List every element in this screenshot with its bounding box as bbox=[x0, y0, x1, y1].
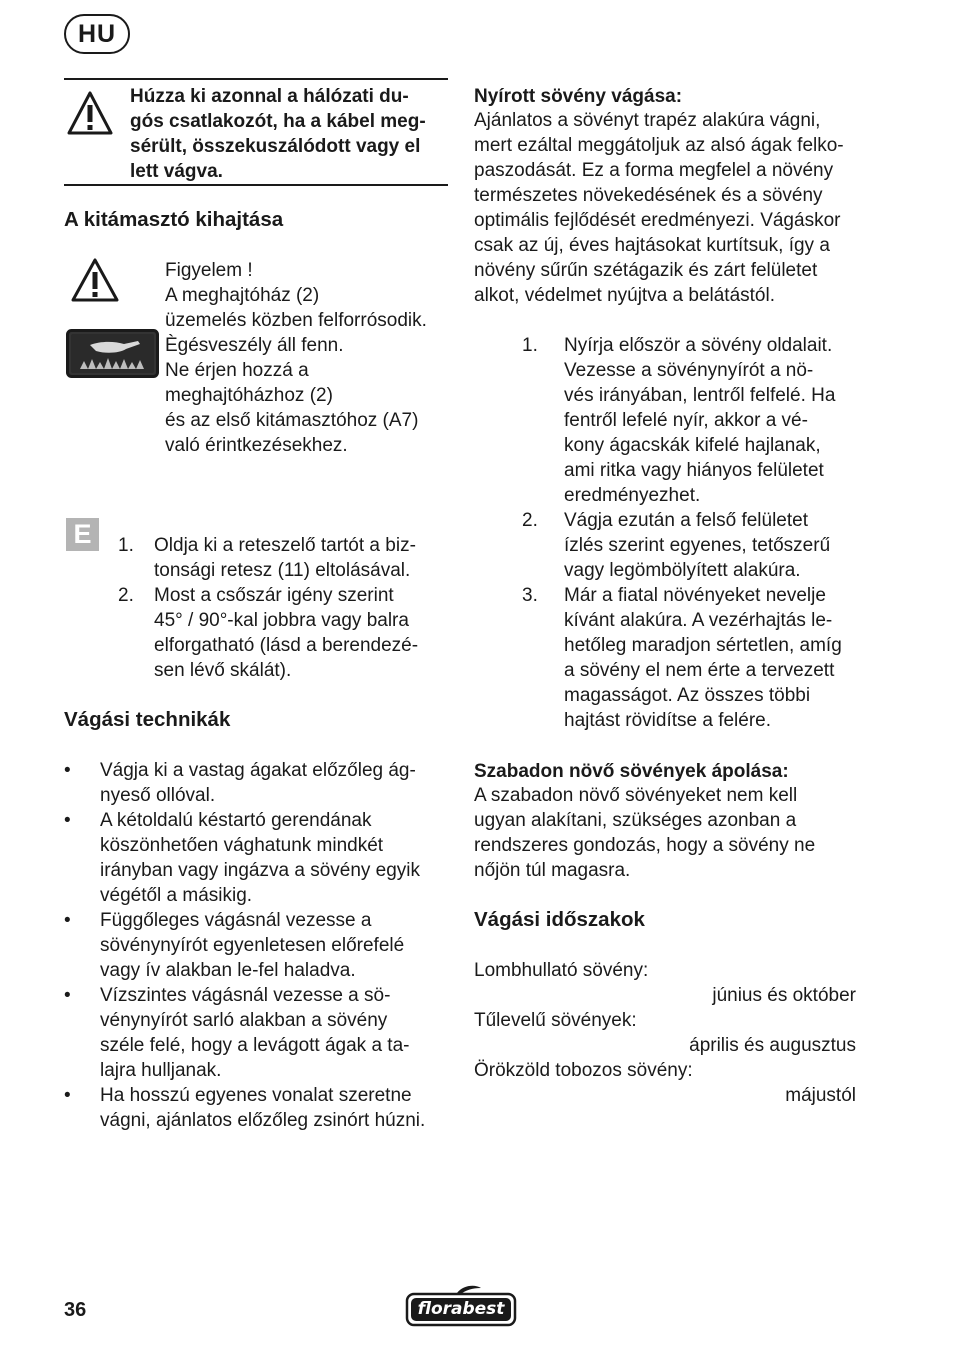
logo-text: florabest bbox=[417, 1299, 505, 1319]
trimmed-hedge-title: Nyírott sövény vágása: bbox=[474, 86, 683, 107]
cutting-periods bbox=[474, 958, 856, 1108]
language-badge: HU bbox=[64, 14, 130, 54]
warning-triangle-icon bbox=[66, 90, 114, 136]
list-item bbox=[474, 1058, 856, 1108]
list-item: 1. Oldja ki a reteszelő tartót a biz- tonsági retesz (11) eltolásával. bbox=[118, 535, 416, 581]
list-item bbox=[474, 958, 856, 1008]
period-value: májustól bbox=[785, 1085, 856, 1106]
step-label-e: E bbox=[66, 518, 99, 551]
period-label: Lombhullató sövény: bbox=[474, 960, 649, 981]
list-item: 2. Vágja ezután a felső felületet ízlés szerint egyenes, tetőszerű vagy legömbölyített alakúra. bbox=[522, 510, 831, 581]
hot-surface-icon bbox=[66, 329, 159, 378]
caution-text: Figyelem ! A meghajtóház (2) üzemelés közben felforrósodik. Ègésveszély áll fenn. Ne érjen hozzá a meghajtóházhoz (2) és az első kitámasztóhoz (A7) való érintkezésekhez. bbox=[165, 260, 427, 456]
free-hedge-text: A szabadon növő sövényeket nem kell ugyan alakítani, szükséges azonban a rendszeres gondozás, hogy a sövény ne nőjön túl magasra. bbox=[474, 785, 816, 881]
list-item: 3. Már a fiatal növényeket nevelje kívánt alakúra. A vezérhajtás le- hetőleg maradjon sértetlen, amíg a sövény el nem érte a tervezett magasságot. Az összes többi hajtást rövidítse a felére. bbox=[522, 585, 842, 731]
warning-text: Húzza ki azonnal a hálózati du- gós csatlakozót, ha a kábel meg- sérült, összekuszálódott vagy el lett vágva. bbox=[130, 86, 426, 182]
list-item: 2. Most a csőszár igény szerint 45° / 90°-kal jobbra vagy balra elforgatható (lásd a berendezé- sen lévő skálát). bbox=[118, 585, 419, 681]
list-item: • Ha hosszú egyenes vonalat szeretne vágni, ajánlatos előzőleg zsinórt húzni. bbox=[64, 1085, 426, 1131]
period-label: Örökzöld tobozos sövény: bbox=[474, 1060, 693, 1081]
period-label: Tűlevelű sövények: bbox=[474, 1010, 637, 1031]
warning-bottom-rule bbox=[64, 184, 448, 186]
period-value: június és október bbox=[712, 985, 856, 1006]
list-item: • Függőleges vágásnál vezesse a sövénynyírót egyenletesen előrefelé vagy ív alakban le-fel haladva. bbox=[64, 910, 405, 981]
support-steps bbox=[118, 533, 448, 683]
list-item: • Vágja ki a vastag ágakat előzőleg ág- nyeső ollóval. bbox=[64, 760, 416, 806]
page-number: 36 bbox=[64, 1299, 87, 1321]
list-item: 1. Nyírja először a sövény oldalait. Vezesse a sövénynyírót a nö- vés irányában, lentről felfelé. Ha fentről lefelé nyír, akkor a vé- kony ágacskák kifelé hajlanak, ami ritka vagy hiányos felületet eredményezhet. bbox=[522, 335, 836, 506]
free-hedge-title: Szabadon növő sövények ápolása: bbox=[474, 761, 789, 782]
section-title-cutting-periods: Vágási időszakok bbox=[474, 908, 645, 931]
section-title-support: A kitámasztó kihajtása bbox=[64, 208, 284, 231]
florabest-logo bbox=[405, 1284, 517, 1328]
technique-bullets bbox=[64, 758, 448, 1133]
caution-triangle-icon bbox=[70, 257, 120, 303]
trimmed-hedge-text: Ajánlatos a sövényt trapéz alakúra vágni, mert ezáltal meggátoljuk az alsó ágak felko- paszodását. Ez a forma megfelel a növény természetes növekedésének és a sövény optimális fejlődését eredményezi. Vágáskor csak az új, éves hajtásokat kurtítsuk, így a növény sűrűn szétágazik és zárt felületet alkot, védelmet nyújtva a belátástól. bbox=[474, 110, 844, 306]
section-title-cutting-techniques: Vágási technikák bbox=[64, 708, 231, 731]
trimming-steps bbox=[522, 333, 862, 733]
list-item: • A kétoldalú késtartó gerendának köszönhetően vághatunk mindkét irányban vagy ingázva a sövény egyik végétől a másikig. bbox=[64, 810, 421, 906]
list-item: • Vízszintes vágásnál vezesse a sö- vénynyírót sarló alakban a sövény széle felé, hogy a levágott ágak a ta- lajra hulljanak. bbox=[64, 985, 410, 1081]
warning-top-rule bbox=[64, 78, 448, 80]
list-item bbox=[474, 1008, 856, 1058]
period-value: április és augusztus bbox=[689, 1035, 856, 1056]
